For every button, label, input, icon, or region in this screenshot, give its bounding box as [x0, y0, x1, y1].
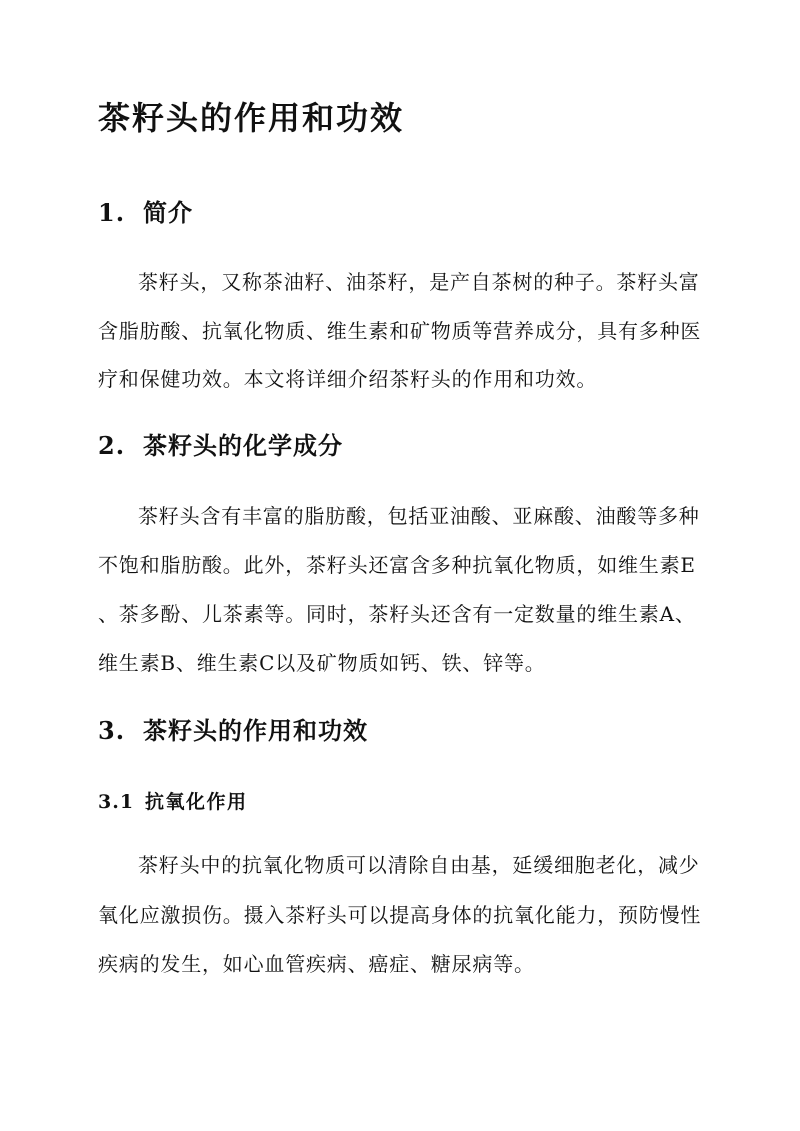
paragraph-line: 茶籽头，又称茶油籽、油茶籽，是产自茶树的种子。茶籽头富 — [138, 270, 700, 294]
paragraph-line: 茶籽头含有丰富的脂肪酸，包括亚油酸、亚麻酸、油酸等多种 — [138, 504, 700, 528]
paragraph-line: 维生素B、维生素C以及矿物质如钙、铁、锌等。 — [98, 651, 546, 675]
subsection-title: 抗氧化作用 — [145, 791, 248, 813]
section-title: 茶籽头的化学成分 — [143, 431, 343, 460]
paragraph-line: 、茶多酚、儿茶素等。同时，茶籽头还含有一定数量的维生素A、 — [98, 602, 696, 626]
section-number: 1. — [98, 198, 126, 227]
section-title: 简介 — [143, 198, 193, 227]
section-title: 茶籽头的作用和功效 — [143, 716, 368, 745]
chemistry-paragraph — [98, 492, 718, 688]
section-heading-chemistry — [98, 431, 343, 461]
document-title: 茶籽头的作用和功效 — [98, 99, 405, 137]
section-number: 2. — [98, 431, 126, 460]
paragraph-line: 氧化应激损伤。摄入茶籽头可以提高身体的抗氧化能力，预防慢性 — [98, 902, 702, 927]
paragraph-line: 疗和保健功效。本文将详细介绍茶籽头的作用和功效。 — [98, 367, 598, 391]
section-heading-intro — [98, 198, 193, 228]
antioxidant-paragraph — [98, 841, 718, 990]
paragraph-line: 含脂肪酸、抗氧化物质、维生素和矿物质等营养成分，具有多种医 — [98, 318, 702, 343]
paragraph-line: 疾病的发生，如心血管疾病、癌症、糖尿病等。 — [98, 952, 535, 976]
paragraph-line: 不饱和脂肪酸。此外，茶籽头还富含多种抗氧化物质，如维生素E — [98, 553, 696, 577]
subsection-number: 3.1 — [98, 791, 135, 813]
subsection-heading-antioxidant — [98, 789, 248, 815]
paragraph-line: 茶籽头中的抗氧化物质可以清除自由基，延缓细胞老化，减少 — [138, 853, 700, 877]
section-number: 3. — [98, 716, 126, 745]
intro-paragraph — [98, 258, 718, 404]
section-heading-effects — [98, 716, 368, 746]
